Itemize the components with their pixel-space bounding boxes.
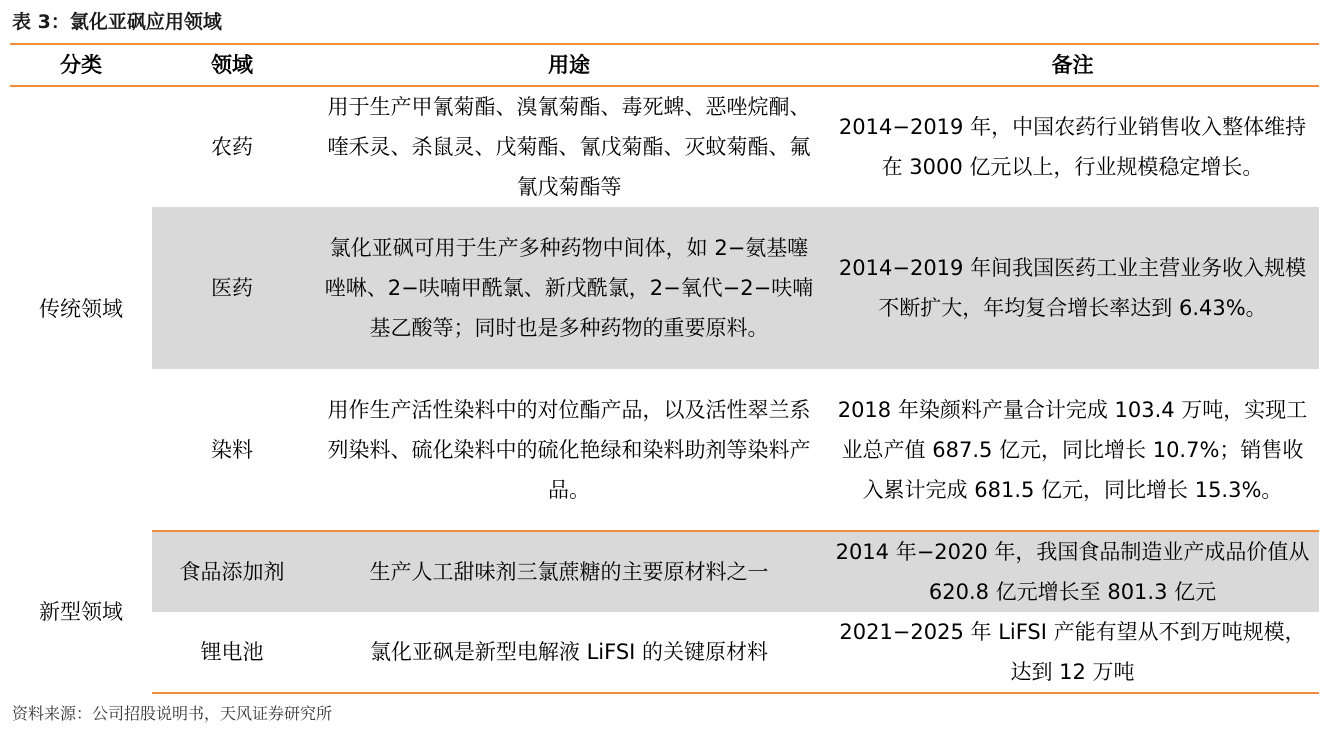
usage-cell: 氯化亚砜可用于生产多种药物中间体，如 2−氨基噻唑啉、2−呋喃甲酰氯、新戊酰氯，2−氧代−2−呋喃基乙酸等；同时也是多种药物的重要原料。 [312, 207, 826, 369]
usage-cell: 生产人工甜味剂三氯蔗糖的主要原材料之一 [312, 531, 826, 612]
usage-cell: 用于生产甲氰菊酯、溴氰菊酯、毒死蜱、恶唑烷酮、喹禾灵、杀鼠灵、戊菊酯、氰戊菊酯、灭蚊菊酯、氟氰戊菊酯等 [327, 95, 811, 199]
table-row [10, 531, 1319, 612]
field-cell: 锂电池 [152, 612, 312, 693]
table-caption: 表 3：氯化亚砜应用领域 [12, 11, 222, 33]
field-cell: 医药 [152, 207, 312, 369]
field-cell: 食品添加剂 [152, 531, 312, 612]
header-row [10, 44, 1319, 86]
table-row [10, 207, 1319, 369]
header-category: 分类 [10, 44, 152, 86]
header-usage: 用途 [312, 44, 826, 86]
category-traditional: 传统领域 [39, 297, 123, 321]
table-row [10, 612, 1319, 693]
field-cell: 农药 [211, 135, 253, 159]
note-cell: 2014−2019 年间我国医药工业主营业务收入规模不断扩大，年均复合增长率达到 6.43%。 [826, 207, 1319, 369]
application-table [10, 43, 1319, 694]
usage-cell: 氯化亚砜是新型电解液 LiFSI 的关键原材料 [312, 612, 826, 693]
usage-cell: 用作生产活性染料中的对位酯产品，以及活性翠兰系列染料、硫化染料中的硫化艳绿和染料助剂等染料产品。 [312, 369, 826, 531]
header-note: 备注 [826, 44, 1319, 86]
field-cell: 染料 [152, 369, 312, 531]
category-new: 新型领域 [39, 600, 123, 624]
note-cell: 2018 年染颜料产量合计完成 103.4 万吨，实现工业总产值 687.5 亿元，同比增长 10.7%；销售收入累计完成 681.5 亿元，同比增长 15.3%。 [826, 369, 1319, 531]
note-cell: 2021−2025 年 LiFSI 产能有望从不到万吨规模，达到 12 万吨 [826, 612, 1319, 693]
note-cell: 2014 年−2020 年，我国食品制造业产成品价值从 620.8 亿元增长至 801.3 亿元 [826, 531, 1319, 612]
table-row [10, 86, 1319, 207]
header-field: 领域 [152, 44, 312, 86]
table-row [10, 369, 1319, 531]
source-note: 资料来源：公司招股说明书，天风证券研究所 [12, 704, 333, 723]
note-cell: 2014−2019 年，中国农药行业销售收入整体维持在 3000 亿元以上，行业规模稳定增长。 [838, 115, 1307, 179]
